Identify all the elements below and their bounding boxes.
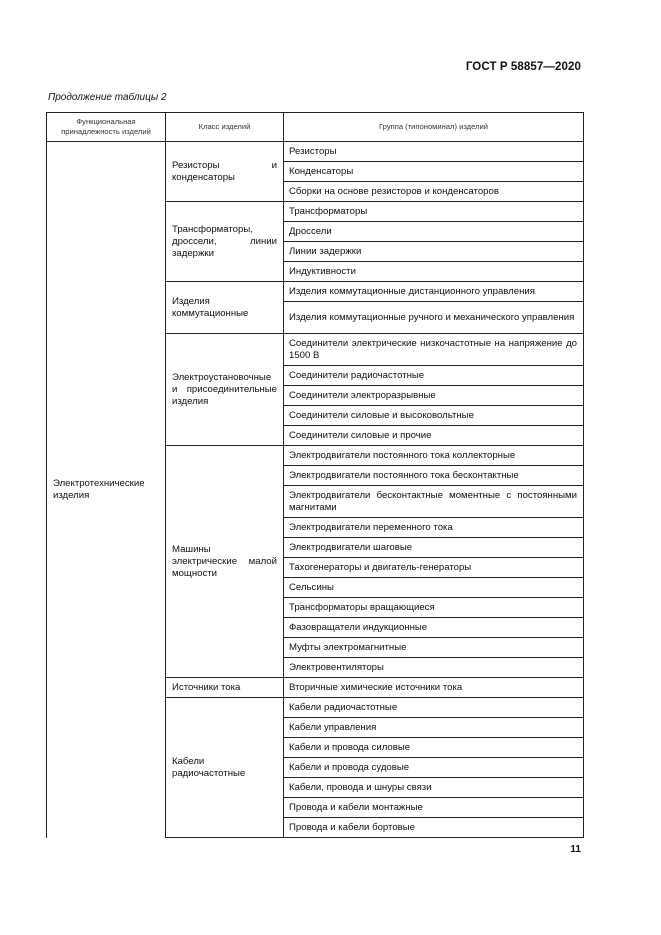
product-class-label: Изделия коммутационные xyxy=(172,295,249,319)
product-group-cell: Изделия коммутационные дистанционного управления xyxy=(284,282,584,302)
table-continuation-caption: Продолжение таблицы 2 xyxy=(48,92,167,103)
product-group-cell: Муфты электромагнитные xyxy=(284,638,584,658)
product-class-cell xyxy=(166,202,284,282)
product-group-cell: Кабели управления xyxy=(284,718,584,738)
product-group-cell: Резисторы xyxy=(284,142,584,162)
product-class-cell xyxy=(166,678,284,698)
product-class-label: Резисторы и конденсаторы xyxy=(172,159,277,183)
column-header-class: Класс изделий xyxy=(166,113,284,142)
product-class-cell xyxy=(166,282,284,334)
product-group-cell: Кабели радиочастотные xyxy=(284,698,584,718)
product-group-cell: Трансформаторы вращающиеся xyxy=(284,598,584,618)
product-group-cell: Фазовращатели индукционные xyxy=(284,618,584,638)
product-group-cell: Конденсаторы xyxy=(284,162,584,182)
table-body xyxy=(47,142,584,838)
product-group-cell: Электродвигатели переменного тока xyxy=(284,518,584,538)
column-header-functional: Функциональная принадлежность изделий xyxy=(47,113,166,142)
product-group-cell: Соединители электроразрывные xyxy=(284,386,584,406)
document-standard-number: ГОСТ Р 58857—2020 xyxy=(465,61,581,73)
product-group-cell: Дроссели xyxy=(284,222,584,242)
product-group-cell: Электродвигатели постоянного тока коллекторные xyxy=(284,446,584,466)
product-group-cell: Вторичные химические источники тока xyxy=(284,678,584,698)
product-group-cell: Линии задержки xyxy=(284,242,584,262)
products-table xyxy=(46,112,584,838)
product-group-cell: Сборки на основе резисторов и конденсаторов xyxy=(284,182,584,202)
product-group-cell: Электровентиляторы xyxy=(284,658,584,678)
product-class-cell xyxy=(166,334,284,446)
product-group-cell: Кабели и провода силовые xyxy=(284,738,584,758)
product-group-cell: Тахогенераторы и двигатель-генераторы xyxy=(284,558,584,578)
functional-category-label: Электротехнические изделия xyxy=(53,477,145,501)
product-class-cell xyxy=(166,698,284,838)
product-group-cell: Индуктивности xyxy=(284,262,584,282)
product-group-cell: Электродвигатели постоянного тока бесконтактные xyxy=(284,466,584,486)
product-group-cell: Электродвигатели бесконтактные моментные с постоянными магнитами xyxy=(284,486,584,518)
product-class-label: Машины электрические малой мощности xyxy=(172,543,277,579)
product-class-label: Кабели радиочастотные xyxy=(172,755,246,779)
product-group-cell: Изделия коммутационные ручного и механического управления xyxy=(284,302,584,334)
product-group-cell: Кабели и провода судовые xyxy=(284,758,584,778)
product-class-cell xyxy=(166,446,284,678)
product-class-label: Источники тока xyxy=(172,681,241,693)
product-group-cell: Соединители радиочастотные xyxy=(284,366,584,386)
product-group-cell: Сельсины xyxy=(284,578,584,598)
table-header-row xyxy=(47,113,584,142)
product-group-cell: Соединители силовые и прочие xyxy=(284,426,584,446)
product-group-cell: Провода и кабели бортовые xyxy=(284,818,584,838)
product-group-cell: Соединители электрические низкочастотные на напряжение до 1500 В xyxy=(284,334,584,366)
product-class-label: Электроустановочные и присоединительные изделия xyxy=(172,371,277,407)
page-number: 11 xyxy=(570,844,581,855)
product-group-cell: Соединители силовые и высоковольтные xyxy=(284,406,584,426)
column-header-group: Группа (типономинал) изделий xyxy=(284,113,584,142)
functional-category-cell xyxy=(47,142,166,838)
product-class-label: Трансформаторы, дроссели, линии задержки xyxy=(172,223,277,259)
product-group-cell: Электродвигатели шаговые xyxy=(284,538,584,558)
product-group-cell: Кабели, провода и шнуры связи xyxy=(284,778,584,798)
product-group-cell: Трансформаторы xyxy=(284,202,584,222)
product-class-cell xyxy=(166,142,284,202)
product-group-cell: Провода и кабели монтажные xyxy=(284,798,584,818)
table-row xyxy=(47,142,584,162)
